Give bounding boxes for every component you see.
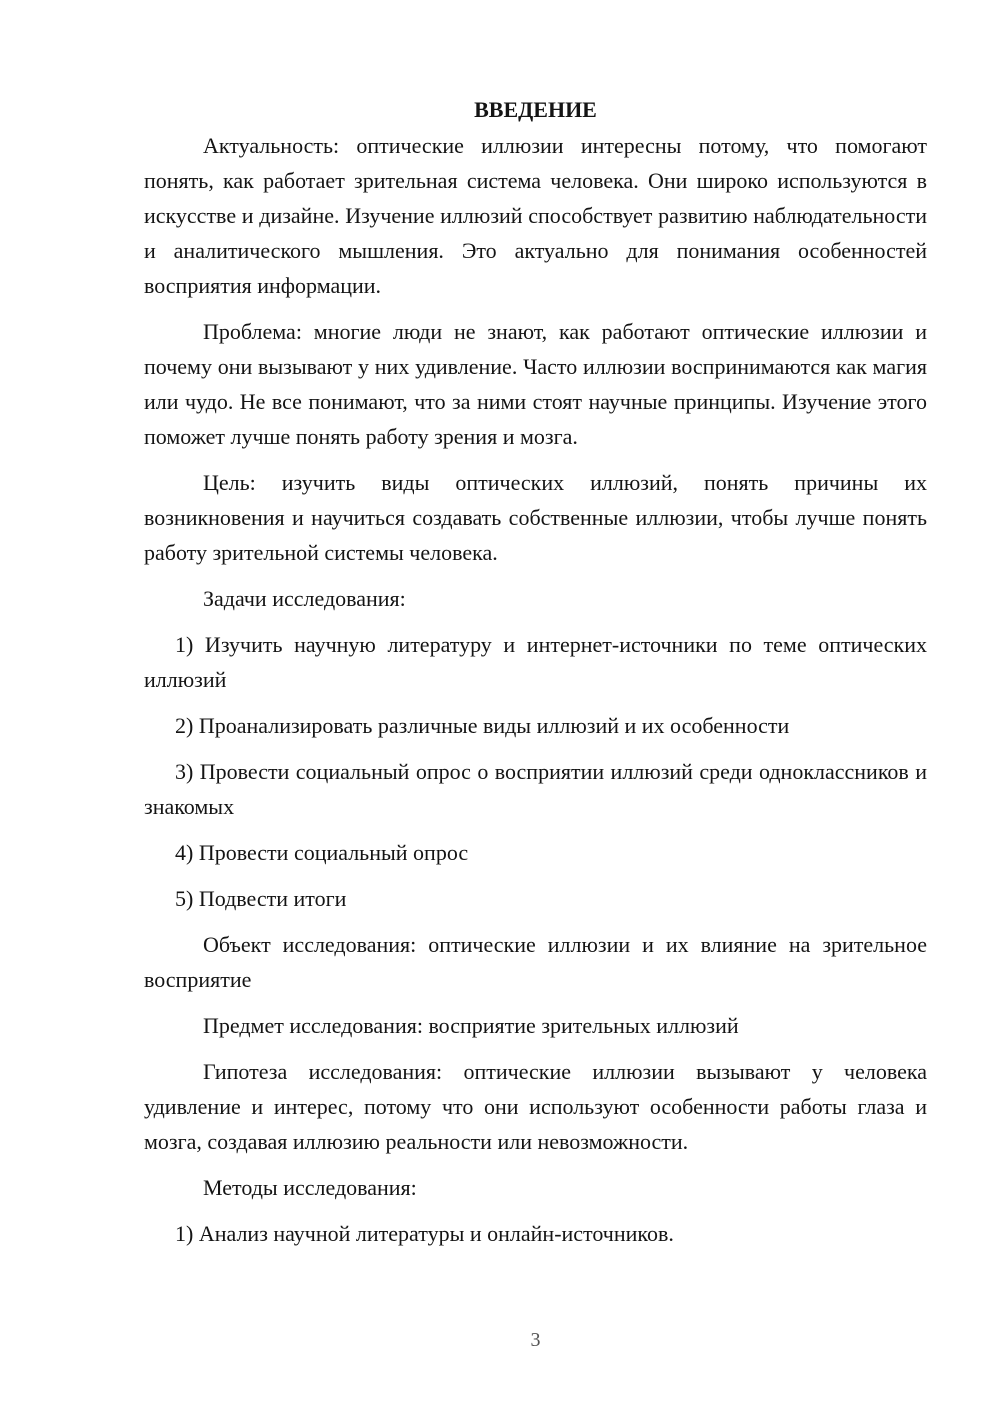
task-item-5: 5) Подвести итоги bbox=[175, 886, 347, 911]
task-item-3: 3) Провести социальный опрос о восприятии иллюзий среди одноклассников и знакомых bbox=[144, 759, 927, 819]
page-number: 3 bbox=[530, 1329, 541, 1351]
relevance-paragraph: Актуальность: оптические иллюзии интересны потому, что помогают понять, как работает зрительная система человека. Они широко используются в искусстве и дизайне. Изучение иллюзий способствует развитию наблюдательности и аналитического мышления. Это актуально для понимания особенностей восприятия информации. bbox=[144, 133, 927, 298]
goal-paragraph: Цель: изучить виды оптических иллюзий, понять причины их возникновения и научиться создавать собственные иллюзии, чтобы лучше понять работу зрительной системы человека. bbox=[144, 470, 927, 565]
method-item-1: 1) Анализ научной литературы и онлайн-источников. bbox=[175, 1221, 674, 1246]
task-item-2: 2) Проанализировать различные виды иллюзий и их особенности bbox=[175, 713, 790, 738]
task-item-4: 4) Провести социальный опрос bbox=[175, 840, 469, 865]
hypothesis-paragraph: Гипотеза исследования: оптические иллюзии вызывают у человека удивление и интерес, потому что они используют особенности работы глаза и мозга, создавая иллюзию реальности или невозможности. bbox=[144, 1059, 927, 1154]
task-item-1: 1) Изучить научную литературу и интернет-источники по теме оптических иллюзий bbox=[144, 632, 927, 692]
problem-paragraph: Проблема: многие люди не знают, как работают оптические иллюзии и почему они вызывают у них удивление. Часто иллюзии воспринимаются как магия или чудо. Не все понимают, что за ними стоят научные принципы. Изучение этого поможет лучше понять работу зрения и мозга. bbox=[144, 319, 927, 449]
methods-title: Методы исследования: bbox=[203, 1175, 417, 1200]
subject-paragraph: Предмет исследования: восприятие зрительных иллюзий bbox=[203, 1013, 739, 1038]
tasks-title: Задачи исследования: bbox=[203, 586, 406, 611]
section-heading: ВВЕДЕНИЕ bbox=[474, 97, 597, 122]
object-paragraph: Объект исследования: оптические иллюзии и их влияние на зрительное восприятие bbox=[144, 932, 927, 992]
page-content bbox=[144, 92, 927, 1262]
